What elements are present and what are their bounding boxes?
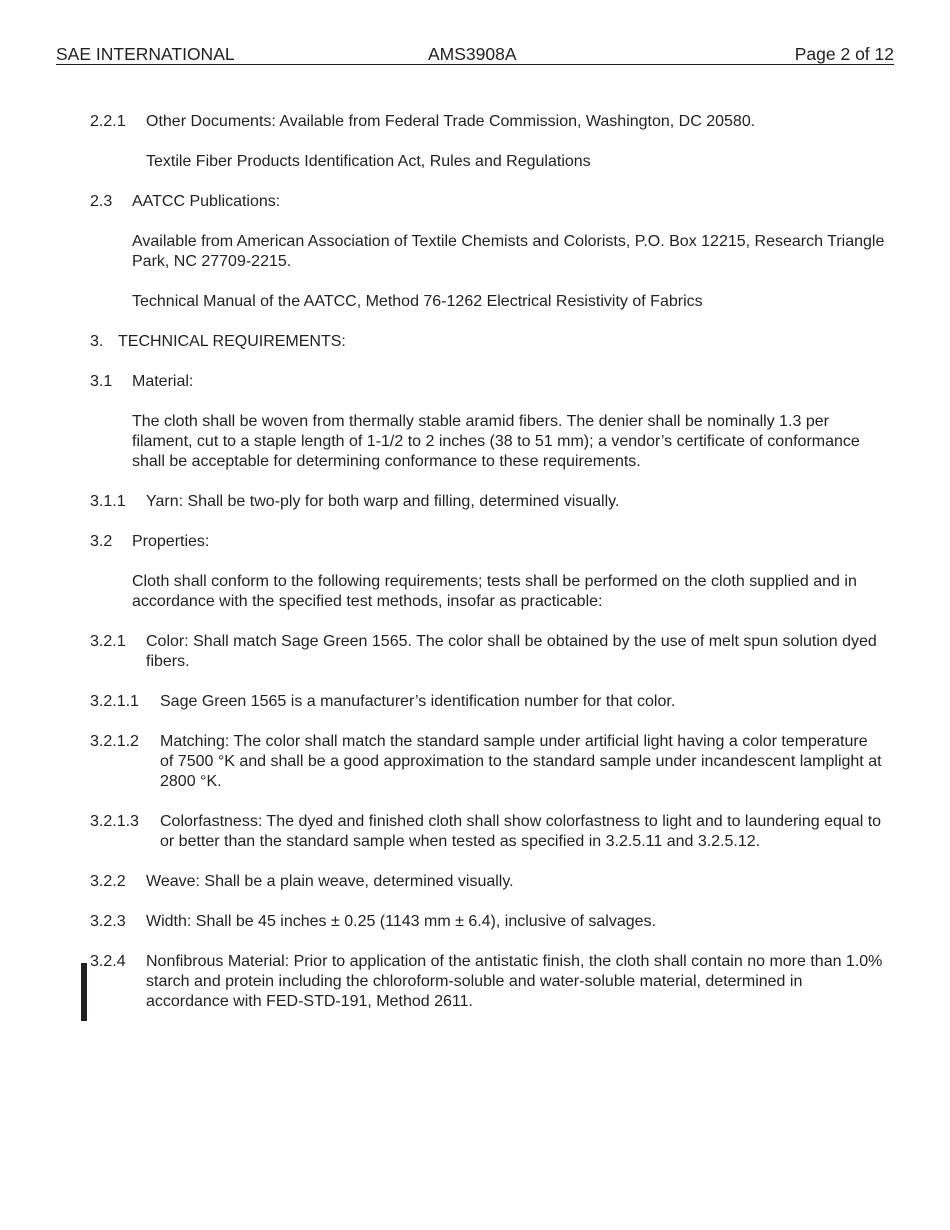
section-number: 3.1 xyxy=(90,373,113,390)
header-organization: SAE INTERNATIONAL xyxy=(56,44,235,64)
page-header xyxy=(56,44,894,65)
section-text: Technical Manual of the AATCC, Method 76-1262 Electrical Resistivity of Fabrics xyxy=(132,293,703,310)
section-3-2-3 xyxy=(90,912,885,932)
section-number: 2.3 xyxy=(90,193,113,210)
header-document-number: AMS3908A xyxy=(428,44,517,64)
section-3-1 xyxy=(90,372,885,392)
section-2-3-manual xyxy=(90,292,885,312)
section-3-2-1-1 xyxy=(90,692,885,712)
section-2-3 xyxy=(90,192,885,212)
section-text: Weave: Shall be a plain weave, determined visually. xyxy=(146,873,514,890)
section-text: Textile Fiber Products Identification Act, Rules and Regulations xyxy=(146,153,591,170)
section-2-2-1-subtext xyxy=(90,152,885,172)
section-title: TECHNICAL REQUIREMENTS: xyxy=(118,333,346,350)
section-3-1-1 xyxy=(90,492,885,512)
section-title: Properties: xyxy=(132,533,210,550)
document-body xyxy=(90,112,885,1032)
section-3-2-2 xyxy=(90,872,885,892)
section-text: Matching: The color shall match the standard sample under artificial light having a color temperature of 7500 °K and shall be a good approximation to the standard sample under incandescent lamplight at 2800 °K. xyxy=(160,733,882,790)
section-text: Cloth shall conform to the following requirements; tests shall be performed on the cloth supplied and in accordance with the specified test methods, insofar as practicable: xyxy=(132,573,857,610)
section-number: 3.2.1.3 xyxy=(90,813,139,830)
section-number: 3.2 xyxy=(90,533,113,550)
section-number: 2.2.1 xyxy=(90,113,126,130)
section-text: Sage Green 1565 is a manufacturer’s identification number for that color. xyxy=(160,693,676,710)
section-number: 3.2.1.2 xyxy=(90,733,139,750)
section-text: Other Documents: Available from Federal Trade Commission, Washington, DC 20580. xyxy=(146,113,756,130)
section-title: AATCC Publications: xyxy=(132,193,281,210)
header-page-label: Page 2 of 12 xyxy=(794,44,894,64)
section-text: Width: Shall be 45 inches ± 0.25 (1143 mm ± 6.4), inclusive of salvages. xyxy=(146,913,656,930)
section-3-1-text xyxy=(90,412,885,472)
section-number: 3.2.4 xyxy=(90,953,126,970)
section-3-2-1-3 xyxy=(90,812,885,852)
section-text: The cloth shall be woven from thermally stable aramid fibers. The denier shall be nominally 1.3 per filament, cut to a staple length of 1-1/2 to 2 inches (38 to 51 mm); a vendor’s certificate of conformance shall be acceptable for determining conformance to these requirements. xyxy=(132,413,860,470)
section-number: 3. xyxy=(90,333,104,350)
section-text: Color: Shall match Sage Green 1565. The color shall be obtained by the use of melt spun solution dyed fibers. xyxy=(146,633,877,670)
section-number: 3.2.1.1 xyxy=(90,693,139,710)
section-3-2-1 xyxy=(90,632,885,672)
section-3-2 xyxy=(90,532,885,552)
section-3-2-text xyxy=(90,572,885,612)
section-number: 3.2.1 xyxy=(90,633,126,650)
section-text: Available from American Association of Textile Chemists and Colorists, P.O. Box 12215, Research Triangle Park, NC 27709-2215. xyxy=(132,233,885,270)
section-title: Material: xyxy=(132,373,194,390)
section-3-2-1-2 xyxy=(90,732,885,792)
section-text: Nonfibrous Material: Prior to application of the antistatic finish, the cloth shall contain no more than 1.0% starch and protein including the chloroform-soluble and water-soluble material, determined in accordance with FED-STD-191, Method 2611. xyxy=(146,953,883,1010)
section-3 xyxy=(90,332,885,352)
revision-change-bar xyxy=(81,963,87,1021)
section-text: Yarn: Shall be two-ply for both warp and filling, determined visually. xyxy=(146,493,620,510)
section-3-2-4 xyxy=(90,952,885,1012)
section-number: 3.1.1 xyxy=(90,493,126,510)
section-text: Colorfastness: The dyed and finished cloth shall show colorfastness to light and to laundering equal to or better than the standard sample when tested as specified in 3.2.5.11 and 3.2.5.12. xyxy=(160,813,882,850)
section-number: 3.2.2 xyxy=(90,873,126,890)
section-number: 3.2.3 xyxy=(90,913,126,930)
section-2-2-1 xyxy=(90,112,885,132)
section-2-3-availability xyxy=(90,232,885,272)
